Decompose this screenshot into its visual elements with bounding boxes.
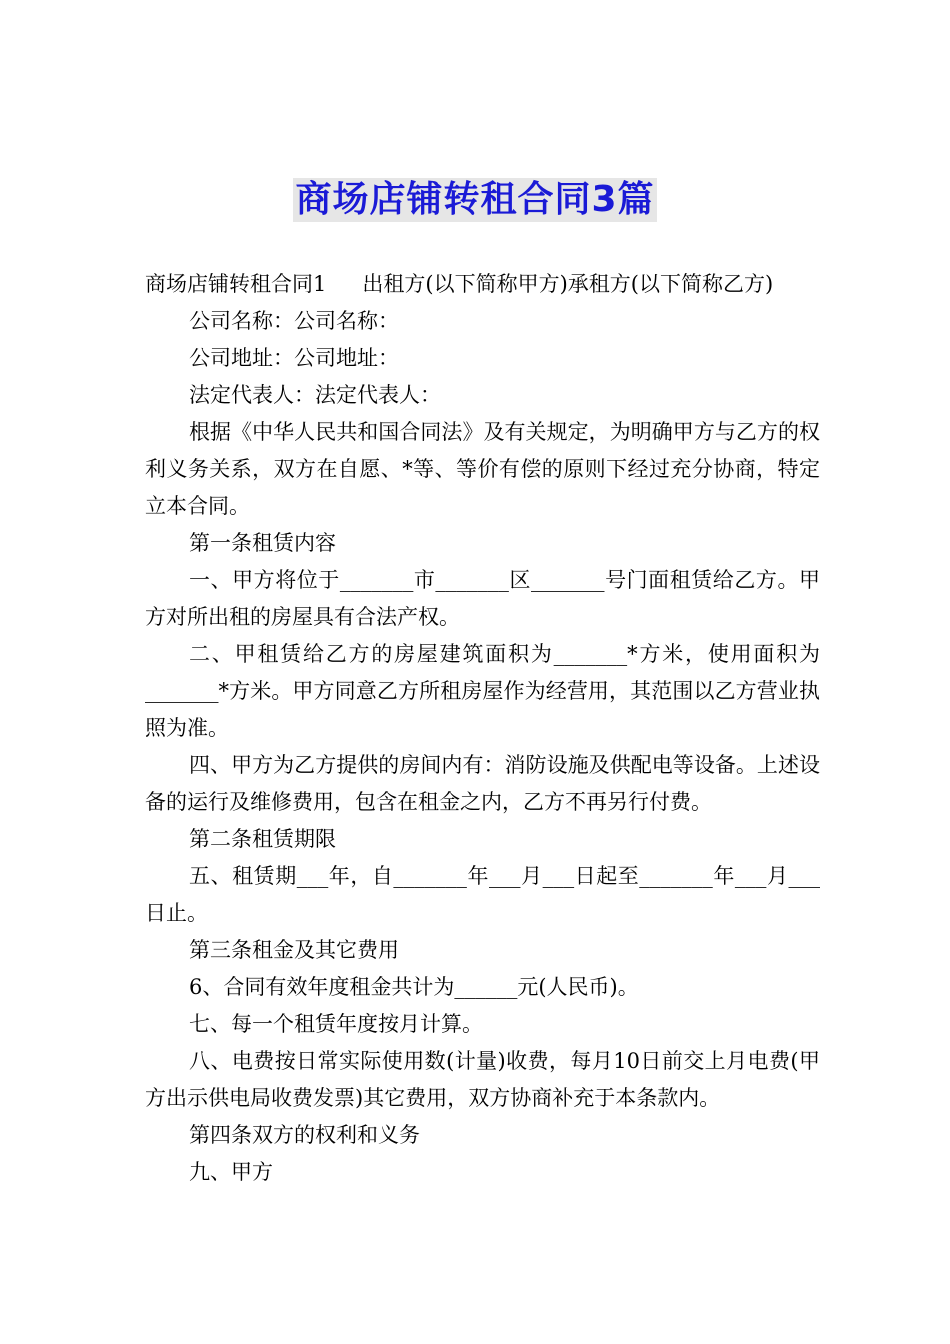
paragraph: 四、甲方为乙方提供的房间内有：消防设施及供配电等设备。上述设备的运行及维修费用，包含在租金之内，乙方不再另行付费。 bbox=[145, 753, 820, 814]
paragraph: 九、甲方 bbox=[189, 1160, 273, 1184]
document-body bbox=[145, 266, 820, 1191]
parties-intro: 出租方(以下简称甲方)承租方(以下简称乙方) bbox=[362, 272, 774, 296]
intro-paragraph bbox=[145, 266, 820, 303]
paragraph: 八、电费按日常实际使用数(计量)收费，每月10日前交上月电费(甲方出示供电局收费发票)其它费用，双方协商补充于本条款内。 bbox=[145, 1049, 820, 1110]
paragraph: 6、合同有效年度租金共计为______元(人民币)。 bbox=[189, 975, 639, 999]
contract-heading: 商场店铺转租合同1 bbox=[145, 272, 327, 296]
paragraph: 一、甲方将位于_______市_______区_______号门面租赁给乙方。甲方对所出租的房屋具有合法产权。 bbox=[145, 568, 820, 629]
section-heading: 第一条租赁内容 bbox=[189, 531, 336, 555]
paragraph: 法定代表人：法定代表人： bbox=[189, 383, 441, 407]
section-heading: 第四条双方的权利和义务 bbox=[189, 1123, 420, 1147]
paragraph: 根据《中华人民共和国合同法》及有关规定，为明确甲方与乙方的权利义务关系，双方在自愿、*等、等价有偿的原则下经过充分协商，特定立本合同。 bbox=[145, 420, 820, 518]
paragraph: 公司地址：公司地址： bbox=[189, 346, 399, 370]
section-heading: 第三条租金及其它费用 bbox=[189, 938, 399, 962]
paragraph: 五、租赁期___年，自_______年___月___日起至_______年___月___日止。 bbox=[145, 864, 820, 925]
document-title: 商场店铺转租合同3篇 bbox=[295, 179, 655, 220]
title-container bbox=[0, 178, 950, 222]
paragraph: 七、每一个租赁年度按月计算。 bbox=[189, 1012, 483, 1036]
paragraph: 二、甲租赁给乙方的房屋建筑面积为_______*方米，使用面积为_______*方米。甲方同意乙方所租房屋作为经营用，其范围以乙方营业执照为准。 bbox=[145, 642, 820, 740]
paragraph: 公司名称：公司名称： bbox=[189, 309, 399, 333]
section-heading: 第二条租赁期限 bbox=[189, 827, 336, 851]
